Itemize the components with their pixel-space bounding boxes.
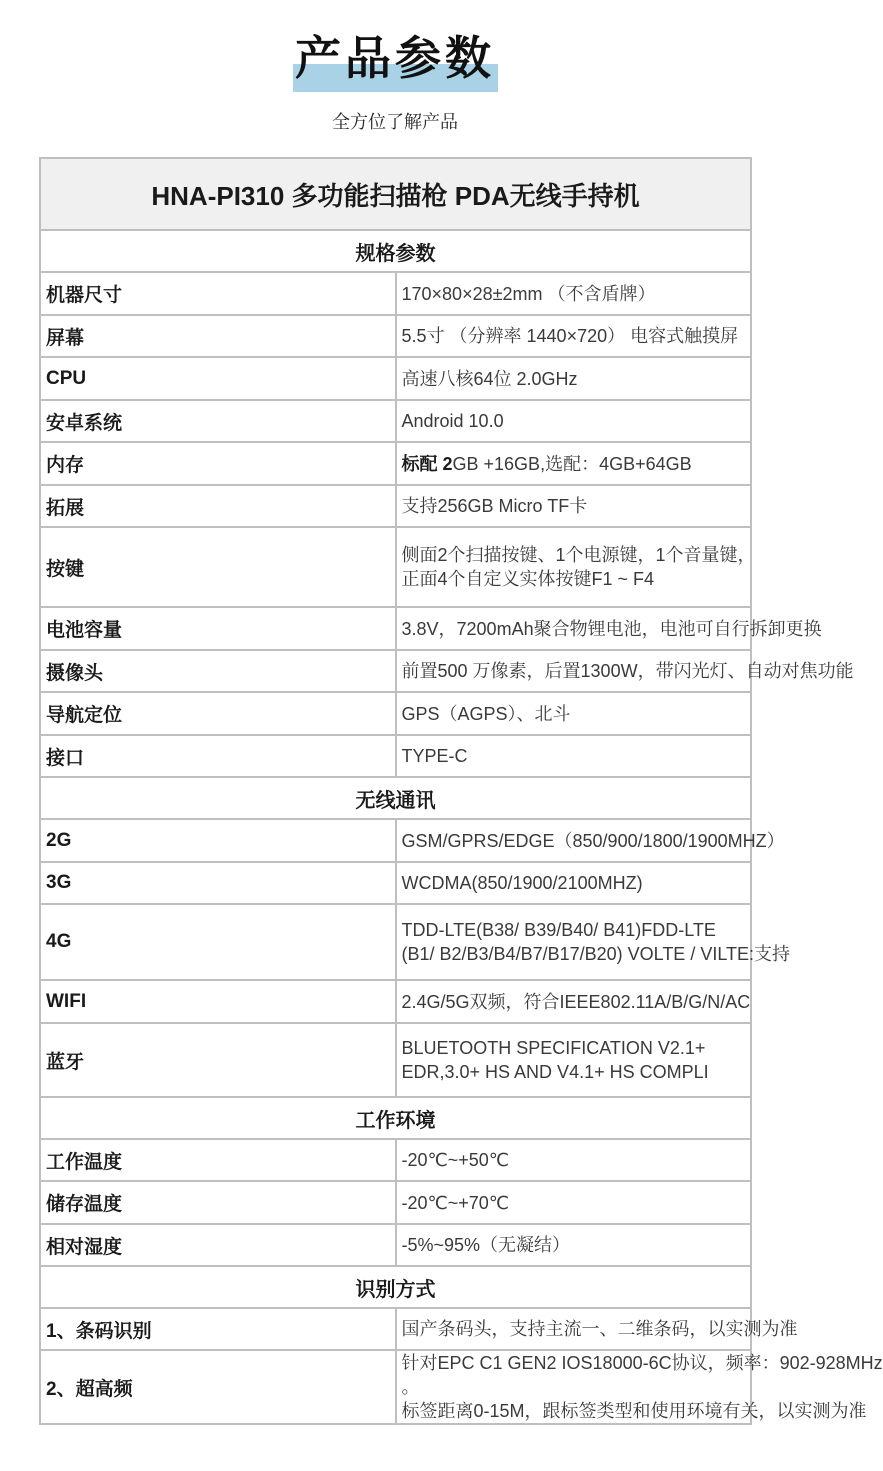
spec-row xyxy=(40,735,751,777)
section-row xyxy=(40,1097,751,1139)
spec-value-line: 前置500 万像素，后置1300W，带闪光灯、自动对焦功能 xyxy=(401,661,854,681)
spec-row xyxy=(40,315,751,357)
spec-row xyxy=(40,357,751,400)
spec-row xyxy=(40,272,751,315)
product-name-row xyxy=(40,158,751,230)
spec-value-line: 侧面2个扫描按键、1个电源键，1个音量键， xyxy=(401,545,756,565)
spec-value xyxy=(396,357,752,400)
spec-value-line: BLUETOOTH SPECIFICATION V2.1+ xyxy=(401,1038,706,1058)
spec-value-line: GSM/GPRS/EDGE（850/900/1800/1900MHZ） xyxy=(401,830,785,851)
spec-value-line: WCDMA(850/1900/2100MHZ) xyxy=(401,873,643,893)
spec-value xyxy=(396,1224,752,1266)
spec-row xyxy=(40,1139,751,1181)
spec-value-emphasis: 标配 2 xyxy=(401,453,453,474)
section-row xyxy=(40,777,751,819)
spec-value xyxy=(396,904,791,980)
spec-value-line: GPS（AGPS）、北斗 xyxy=(401,703,571,724)
spec-value-line: 2.4G/5G双频，符合IEEE802.11A/B/G/N/AC xyxy=(401,991,751,1012)
spec-label: 接口 xyxy=(40,735,396,777)
section-title: 识别方式 xyxy=(40,1266,751,1308)
spec-value xyxy=(396,650,854,692)
spec-row xyxy=(40,1308,751,1350)
spec-label: 蓝牙 xyxy=(40,1023,396,1097)
spec-value xyxy=(396,315,752,357)
spec-row xyxy=(40,1181,751,1224)
spec-label: 摄像头 xyxy=(40,650,396,692)
spec-label: 储存温度 xyxy=(40,1181,396,1224)
spec-row xyxy=(40,485,751,527)
spec-value-line: 标签距离0-15M，跟标签类型和使用环境有关，以实测为准 xyxy=(401,1401,867,1421)
page-title: 产品参数 xyxy=(295,32,495,84)
spec-label: 机器尺寸 xyxy=(40,272,396,315)
spec-row xyxy=(40,819,751,862)
spec-row xyxy=(40,980,751,1023)
spec-value-line: Android 10.0 xyxy=(401,411,504,431)
spec-value-line: 高速八核64位 2.0GHz xyxy=(401,368,578,389)
spec-row xyxy=(40,442,751,485)
section-row xyxy=(40,1266,751,1308)
spec-value xyxy=(396,735,752,777)
spec-value-line: 170×80×28±2mm （不含盾牌） xyxy=(401,283,656,304)
spec-label: 电池容量 xyxy=(40,607,396,650)
spec-value-line: 3.8V，7200mAh聚合物锂电池，电池可自行拆卸更换 xyxy=(401,618,822,639)
spec-value-line xyxy=(402,452,746,476)
spec-row xyxy=(40,1350,751,1424)
spec-value-line: -20℃~+70℃ xyxy=(401,1192,509,1213)
spec-label: 2、超高频 xyxy=(40,1350,396,1424)
spec-row xyxy=(40,527,751,607)
spec-table-body xyxy=(40,158,883,1424)
spec-label: 工作温度 xyxy=(40,1139,396,1181)
spec-value xyxy=(396,272,752,315)
spec-value-line: EDR,3.0+ HS AND V4.1+ HS COMPLI xyxy=(401,1062,709,1082)
spec-value-line: 。 xyxy=(401,1377,420,1397)
spec-row xyxy=(40,650,751,692)
spec-value-text: GB +16GB,选配：4GB+64GB xyxy=(452,453,692,474)
spec-label: 相对湿度 xyxy=(40,1224,396,1266)
spec-value-line: (B1/ B2/B3/B4/B7/B17/B20) VOLTE / VILTE:支持 xyxy=(401,944,791,964)
spec-value xyxy=(396,400,752,442)
spec-value-line: TDD-LTE(B38/ B39/B40/ B41)FDD-LTE xyxy=(401,920,716,940)
spec-row xyxy=(40,1224,751,1266)
product-name: HNA-PI310 多功能扫描枪 PDA无线手持机 xyxy=(40,158,751,230)
title-area xyxy=(0,28,790,88)
spec-label: 内存 xyxy=(40,442,396,485)
spec-row xyxy=(40,1023,751,1097)
section-title: 规格参数 xyxy=(40,230,751,272)
spec-value xyxy=(396,862,752,904)
spec-label: 4G xyxy=(40,904,396,980)
spec-value xyxy=(396,1139,752,1181)
spec-value xyxy=(396,607,822,650)
spec-value-line: 5.5寸 （分辨率 1440×720） 电容式触摸屏 xyxy=(401,326,739,346)
spec-value xyxy=(396,819,785,862)
spec-row xyxy=(40,400,751,442)
spec-label: WIFI xyxy=(40,980,396,1023)
spec-value xyxy=(396,1308,798,1350)
spec-value-line: 正面4个自定义实体按键F1 ~ F4 xyxy=(401,569,655,589)
spec-label: 安卓系统 xyxy=(40,400,396,442)
section-row xyxy=(40,230,751,272)
spec-row xyxy=(40,904,751,980)
spec-value xyxy=(396,442,752,485)
spec-value-line: 国产条码头，支持主流一、二维条码，以实测为准 xyxy=(401,1319,798,1339)
spec-label: 导航定位 xyxy=(40,692,396,735)
spec-label: CPU xyxy=(40,357,396,400)
spec-value xyxy=(396,1181,752,1224)
spec-label: 2G xyxy=(40,819,396,862)
spec-value xyxy=(396,527,756,607)
spec-label: 1、条码识别 xyxy=(40,1308,396,1350)
spec-value xyxy=(396,1350,883,1424)
spec-value-line: -5%~95%（无凝结） xyxy=(401,1235,571,1255)
section-title: 工作环境 xyxy=(40,1097,751,1139)
spec-table xyxy=(39,157,883,1425)
spec-row xyxy=(40,692,751,735)
page-subtitle: 全方位了解产品 xyxy=(332,112,458,132)
spec-value-line: TYPE-C xyxy=(401,746,468,766)
spec-label: 屏幕 xyxy=(40,315,396,357)
spec-value-line: 针对EPC C1 GEN2 IOS18000-6C协议，频率：902-928MHz xyxy=(401,1353,883,1373)
spec-label: 按键 xyxy=(40,527,396,607)
spec-row xyxy=(40,607,751,650)
spec-value xyxy=(396,485,752,527)
spec-label: 3G xyxy=(40,862,396,904)
spec-value xyxy=(396,692,752,735)
section-title: 无线通讯 xyxy=(40,777,751,819)
spec-row xyxy=(40,862,751,904)
spec-value-line: -20℃~+50℃ xyxy=(401,1150,509,1170)
spec-label: 拓展 xyxy=(40,485,396,527)
spec-value xyxy=(396,1023,752,1097)
spec-value xyxy=(396,980,752,1023)
spec-value-line: 支持256GB Micro TF卡 xyxy=(401,496,588,516)
